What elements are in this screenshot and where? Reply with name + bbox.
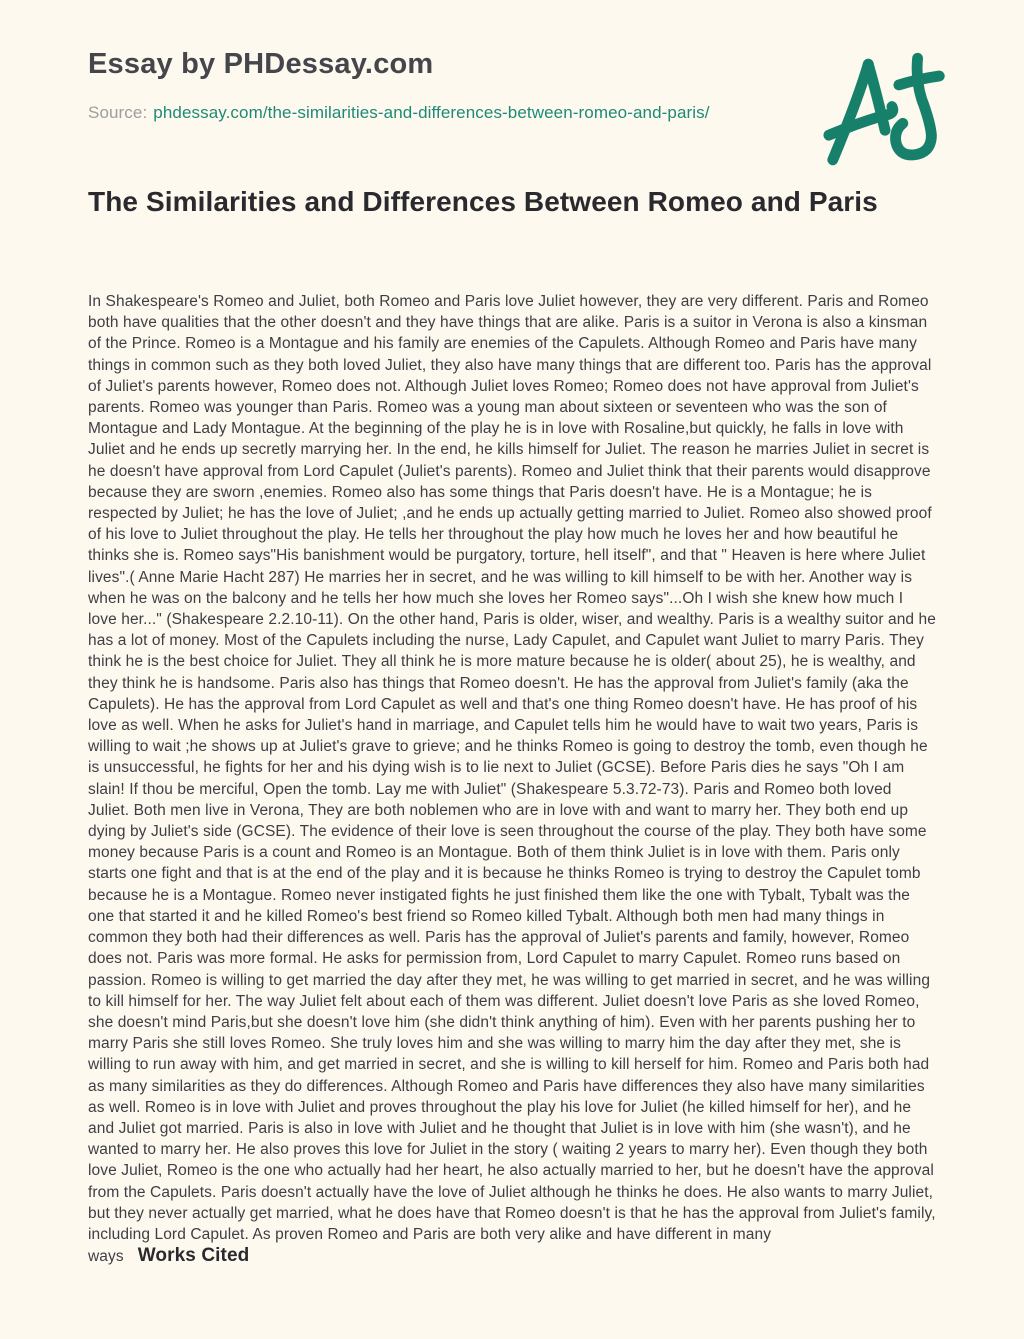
essay-title: The Similarities and Differences Between Romeo and Paris	[88, 186, 878, 217]
page-title: Essay by PHDessay.com	[88, 48, 434, 80]
essay-body-container	[88, 291, 936, 1300]
source-url-text[interactable]: phdessay.com/the-similarities-and-differences-between-romeo-and-paris/	[153, 103, 710, 122]
source-row	[88, 103, 710, 123]
essay-body-text	[88, 291, 936, 1267]
a-plus-logo-icon	[820, 50, 958, 176]
source-label: Source:	[88, 103, 148, 122]
works-cited-heading: Works Cited	[137, 1245, 250, 1267]
essay-paragraph: In Shakespeare's Romeo and Juliet, both Romeo and Paris love Juliet however, they are very different. Paris and Romeo both have qualities that the other doesn't and they have things that are alike. Paris is a suitor in Verona is also a kinsman of the Prince. Romeo is a Montague and his family are enemies of the Capulets. Although Romeo and Paris have many things in common such as they both loved Juliet, they also have many things that are different too. Paris has the approval of Juliet's parents however, Romeo does not. Although Juliet loves Romeo; Romeo does not have approval from Juliet's parents. Romeo was younger than Paris. Romeo was a young man about sixteen or seventeen who was the son of Montague and Lady Montague. At the beginning of the play he is in love with Rosaline,but quickly, he falls in love with Juliet and he ends up secretly marrying her. In the end, he kills himself for Juliet. The reason he marries Juliet in secret is he doesn't have approval from Lord Capulet (Juliet's parents). Romeo and Juliet think that their parents would disapprove because they are sworn ,enemies. Romeo also has some things that Paris doesn't have. He is a Montague; he is respected by Juliet; he has the love of Juliet; ,and he ends up actually getting married to Juliet. Romeo also showed proof of his love to Juliet throughout the play. He tells her throughout the play how much he loves her and how beautiful he thinks she is. Romeo says"His banishment would be purgatory, torture, hell itself", and that " Heaven is here where Juliet lives".( Anne Marie Hacht 287) He marries her in secret, and he was willing to kill himself to be with her. Another way is when he was on the balcony and he tells her how much she loves her Romeo says"...Oh I wish she knew how much I love her..." (Shakespeare 2.2.10-11). On the other hand, Paris is older, wiser, and wealthy. Paris is a wealthy suitor and he has a lot of money. Most of the Capulets including the nurse, Lady Capulet, and Capulet want Juliet to marry Paris. They think he is the best choice for Juliet. They all think he is more mature because he is older( about 25), he is wealthy, and they think he is handsome. Paris also has things that Romeo doesn't. He has the approval from Juliet's family (aka the Capulets). He has the approval from Lord Capulet as well and that's one thing Romeo doesn't have. He has proof of his love as well. When he asks for Juliet's hand in marriage, and Capulet tells him he would have to wait two years, Paris is willing to wait ;he shows up at Juliet's grave to grieve; and he thinks Romeo is going to destroy the tomb, even though he is unsuccessful, he fights for her and his dying wish is to lie next to Juliet (GCSE). Before Paris dies he says "Oh I am slain! If thou be merciful, Open the tomb. Lay me with Juliet" (Shakespeare 5.3.72-73). Paris and Romeo both loved Juliet. Both men live in Verona, They are both noblemen who are in love with and want to marry her. They both end up dying by Juliet's side (GCSE). The evidence of their love is seen throughout the course of the play. They both have some money because Paris is a count and Romeo is an Montague. Both of them think Juliet is in love with them. Paris only starts one fight and that is at the end of the play and it is because he thinks Romeo is trying to destroy the Capulet tomb because he is a Montague. Romeo never instigated fights he just finished them like the one with Tybalt, Tybalt was the one that started it and he killed Romeo's best friend so Romeo killed Tybalt. Although both men had many things in common they both had their differences as well. Paris has the approval of Juliet's parents and family, however, Romeo does not. Paris was more formal. He asks for permission from, Lord Capulet to marry Capulet. Romeo runs based on passion. Romeo is willing to get married the day after they met, he was willing to get married in secret, and he was willing to kill himself for her. The way Juliet felt about each of them was different. Juliet doesn't love Paris as she loved Romeo, she doesn't mind Paris,but she doesn't love him (she didn't think anything of him). Even with her parents pushing her to marry Paris she still loves Romeo. She truly loves him and she was willing to marry him the day after they met, she is willing to run away with him, and get married in secret, and she is willing to kill herself for him. Romeo and Paris both had as many similarities as they do differences. Although Romeo and Paris have differences they also have many similarities as well. Romeo is in love with Juliet and proves throughout the play his love for Juliet (he killed himself for her), and he and Juliet got married. Paris is also in love with Juliet and he thought that Juliet is in love with him (she wasn't), and he wanted to marry her. He also proves this love for Juliet in the story ( waiting 2 years to marry her). Even though they both love Juliet, Romeo is the one who actually had her heart, he also actually married to her, but he doesn't have the approval from the Capulets. Paris doesn't actually have the love of Juliet although he thinks he does. He also wants to marry Juliet, but they never actually get married, what he does have that Romeo doesn't is that he has the approval from Juliet's family, including Lord Capulet. As proven Romeo and Paris are both very alike and have different in many ways	[88, 293, 936, 1266]
